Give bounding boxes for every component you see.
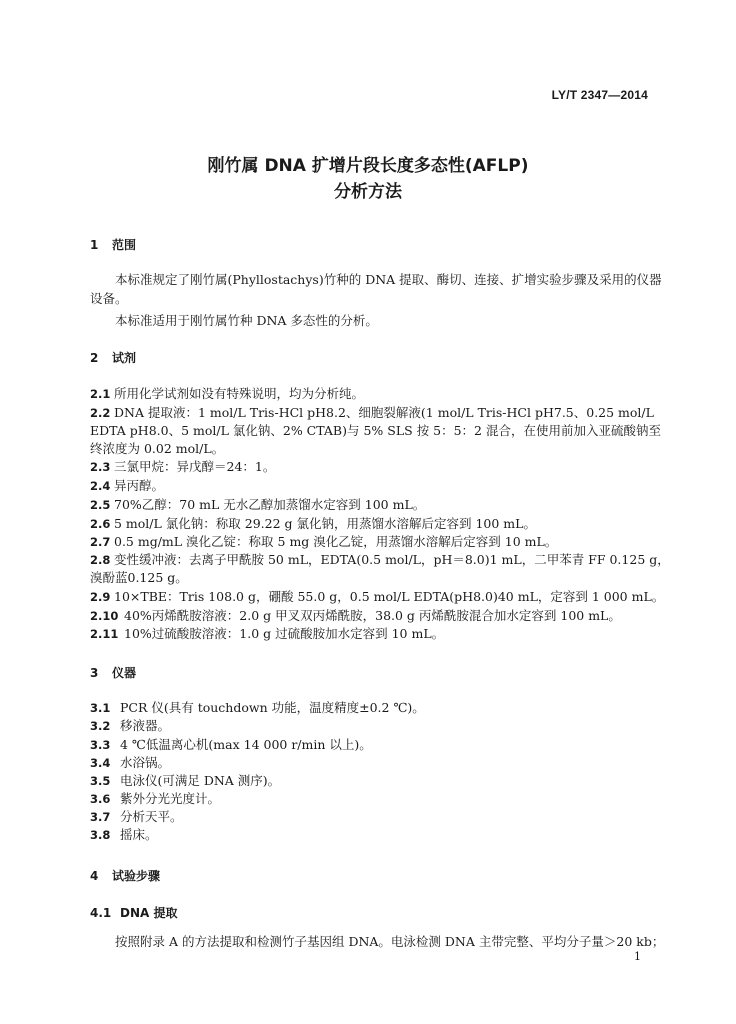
- item-number: 2.6: [90, 517, 111, 531]
- item-number: 2.1: [90, 387, 111, 401]
- instrument-item: [90, 826, 672, 844]
- reagent-item: [90, 551, 672, 587]
- reagent-item: [90, 588, 672, 606]
- subsection-title: DNA 提取: [120, 906, 178, 920]
- reagent-item: [90, 496, 672, 514]
- section-title: 试验步骤: [112, 869, 161, 883]
- instrument-item: [90, 736, 672, 754]
- section-title: 仪器: [112, 666, 137, 680]
- item-text: 水浴锅。: [120, 755, 171, 770]
- item-number: 3.4: [90, 756, 111, 770]
- section-number: 1: [90, 238, 99, 252]
- item-text: 摇床。: [120, 827, 158, 842]
- section-number: 2: [90, 351, 99, 365]
- item-number: 2.4: [90, 479, 111, 493]
- item-number: 2.10: [90, 609, 119, 623]
- page-number: 1: [634, 950, 641, 963]
- item-text: 70%乙醇：70 mL 无水乙醇加蒸馏水定容到 100 mL。: [114, 497, 426, 512]
- item-number: 2.7: [90, 535, 111, 549]
- item-number: 3.1: [90, 701, 111, 715]
- scope-paragraph-2: 本标准适用于刚竹属竹种 DNA 多态性的分析。: [115, 313, 378, 328]
- document-subtitle: 分析方法: [334, 182, 402, 202]
- standard-code: LY/T 2347—2014: [551, 88, 648, 102]
- scope-paragraph-1: 本标准规定了刚竹属(Phyllostachys)竹种的 DNA 提取、酶切、连接、扩增实验步骤及采用的仪器设备。: [90, 272, 662, 306]
- section-heading-instruments: [90, 664, 136, 681]
- item-number: 3.2: [90, 719, 111, 733]
- item-number: 2.5: [90, 498, 111, 512]
- item-text: 异丙醇。: [114, 478, 165, 493]
- item-number: 2.3: [90, 460, 111, 474]
- instrument-item: [90, 699, 672, 717]
- reagent-item: [90, 625, 672, 643]
- item-number: 2.2: [90, 406, 111, 420]
- document-title: 刚竹属 DNA 扩增片段长度多态性(AFLP): [207, 156, 529, 176]
- section-number: 3: [90, 666, 99, 680]
- instrument-item: [90, 790, 672, 808]
- reagent-item: [90, 458, 672, 476]
- item-number: 2.11: [90, 627, 119, 641]
- section-heading-procedure: [90, 867, 160, 884]
- item-text: 10×TBE：Tris 108.0 g，硼酸 55.0 g，0.5 mol/L EDTA(pH8.0)40 mL，定容到 1 000 mL。: [114, 589, 665, 604]
- instrument-item: [90, 717, 672, 735]
- item-text: 紫外分光光度计。: [120, 791, 221, 806]
- item-text: 变性缓冲液：去离子甲酰胺 50 mL，EDTA(0.5 mol/L，pH＝8.0)1 mL，二甲苯青 FF 0.125 g，溴酚蓝0.125 g。: [90, 552, 670, 585]
- reagent-item: [90, 404, 672, 458]
- section-heading-reagents: [90, 349, 136, 366]
- item-number: 3.3: [90, 738, 111, 752]
- item-text: 移液器。: [120, 718, 171, 733]
- item-number: 2.8: [90, 553, 111, 567]
- item-text: 所用化学试剂如没有特殊说明，均为分析纯。: [114, 386, 365, 401]
- item-text: 分析天平。: [120, 809, 183, 824]
- instrument-item: [90, 808, 672, 826]
- item-text: 0.5 mg/mL 溴化乙锭：称取 5 mg 溴化乙锭，用蒸馏水溶解后定容到 10 mL。: [114, 534, 558, 549]
- item-text: 4 ℃低温离心机(max 14 000 r/min 以上)。: [120, 737, 372, 752]
- reagent-item: [90, 477, 672, 495]
- section-title: 范围: [112, 238, 137, 252]
- section-title: 试剂: [112, 351, 137, 365]
- item-text: PCR 仪(具有 touchdown 功能，温度精度±0.2 ℃)。: [120, 700, 425, 715]
- reagent-item: [90, 607, 672, 625]
- subsection-heading-dna-extraction: [90, 904, 177, 921]
- procedure-paragraph: 按照附录 A 的方法提取和检测竹子基因组 DNA。电泳检测 DNA 主带完整、平均分子量＞20 kb；: [115, 934, 665, 949]
- section-heading-scope: [90, 236, 136, 253]
- item-text: 40%丙烯酰胺溶液：2.0 g 甲叉双丙烯酰胺，38.0 g 丙烯酰胺混合加水定容到 100 mL。: [124, 608, 621, 623]
- item-text: 10%过硫酸胺溶液：1.0 g 过硫酸胺加水定容到 10 mL。: [124, 626, 445, 641]
- item-number: 2.9: [90, 590, 111, 604]
- item-number: 3.7: [90, 810, 111, 824]
- instrument-item: [90, 772, 672, 790]
- subsection-number: 4.1: [90, 906, 112, 920]
- reagent-item: [90, 533, 672, 551]
- reagent-item: [90, 385, 672, 403]
- reagent-item: [90, 515, 672, 533]
- instrument-item: [90, 754, 672, 772]
- item-number: 3.6: [90, 792, 111, 806]
- item-text: 三氯甲烷：异戊醇＝24：1。: [114, 459, 276, 474]
- item-number: 3.8: [90, 828, 111, 842]
- item-text: DNA 提取液：1 mol/L Tris-HCl pH8.2、细胞裂解液(1 mol/L Tris-HCl pH7.5、0.25 mol/L EDTA pH8.0、5 mol/L 氯化钠、2% CTAB)与 5% SLS 按 5：5：2 混合，在使用前加入亚硫酸钠至终浓度为 0.02 mol/L。: [90, 405, 661, 456]
- item-text: 5 mol/L 氯化钠：称取 29.22 g 氯化钠，用蒸馏水溶解后定容到 100 mL。: [114, 516, 536, 531]
- item-number: 3.5: [90, 774, 111, 788]
- section-number: 4: [90, 869, 99, 883]
- item-text: 电泳仪(可满足 DNA 测序)。: [120, 773, 281, 788]
